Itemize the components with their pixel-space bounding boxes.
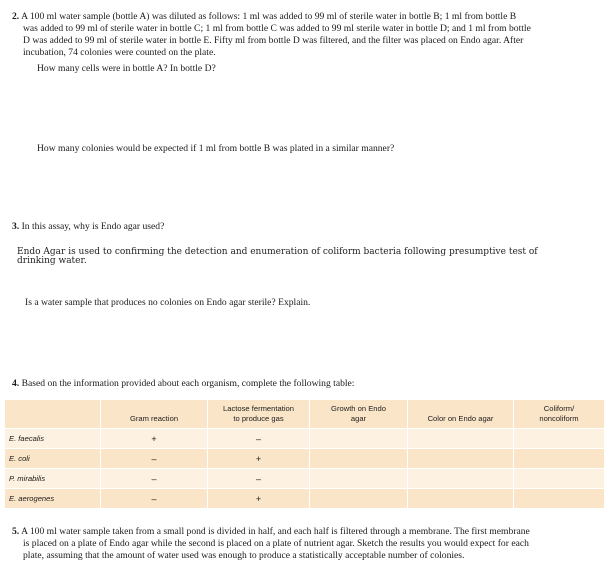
question-5-line-2: is placed on a plate of Endo agar while the second is placed on a plate of nutrient agar. Sketch the results you would expect for each: [23, 538, 529, 549]
growth-cell[interactable]: [310, 449, 408, 469]
question-3-number: 3.: [12, 221, 20, 232]
gram-cell: –: [101, 469, 208, 489]
organism-name: E. coli: [5, 449, 101, 469]
coliform-cell[interactable]: [514, 449, 605, 469]
organism-table: [4, 399, 605, 509]
question-2-line-2: was added to 99 ml of sterile water in bottle C; 1 ml from bottle C was added to 99 ml sterile water in bottle D; and 1 ml from bottle: [23, 23, 531, 34]
question-3-sub: Is a water sample that produces no colonies on Endo agar sterile? Explain.: [25, 297, 311, 308]
table-header-growth-line-1: Growth on Endo: [331, 404, 386, 413]
table-row: [5, 469, 605, 489]
question-2-number: 2.: [12, 11, 20, 22]
table-header-organism: [5, 400, 101, 429]
question-4-text: Based on the information provided about each organism, complete the following table:: [21, 378, 355, 389]
growth-cell[interactable]: [310, 469, 408, 489]
growth-cell[interactable]: [310, 429, 408, 449]
table-header-color-text: Color on Endo agar: [427, 414, 494, 423]
color-cell[interactable]: [408, 489, 514, 509]
table-header-color: [408, 400, 514, 429]
gram-cell: –: [101, 489, 208, 509]
color-cell[interactable]: [408, 429, 514, 449]
gram-cell: +: [101, 429, 208, 449]
question-5-line-1: A 100 ml water sample taken from a small pond is divided in half, and each half is filtered through a membrane. The first membrane: [21, 526, 530, 537]
lactose-cell: +: [208, 489, 310, 509]
table-row: [5, 489, 605, 509]
table-header-lactose-line-2: to produce gas: [233, 414, 284, 423]
table-header-coliform-line-1: Coliform/: [543, 404, 575, 413]
question-2-sub-b: How many colonies would be expected if 1 ml from bottle B was plated in a similar manner?: [37, 143, 395, 154]
question-4-number: 4.: [12, 378, 20, 389]
table-row: [5, 429, 605, 449]
table-header-growth: [310, 400, 408, 429]
question-3: [12, 221, 164, 233]
coliform-cell[interactable]: [514, 429, 605, 449]
growth-cell[interactable]: [310, 489, 408, 509]
table-header-growth-line-2: agar: [350, 414, 367, 423]
question-2-sub-a: How many cells were in bottle A? In bottle D?: [37, 63, 216, 74]
question-2: [12, 11, 602, 23]
gram-cell: –: [101, 449, 208, 469]
lactose-cell: –: [208, 429, 310, 449]
question-2-line-3: D was added to 99 ml of sterile water in bottle E. Fifty ml from bottle D was filtered, and the filter was placed on Endo agar. After: [23, 35, 524, 46]
question-2-line-1: A 100 ml water sample (bottle A) was diluted as follows: 1 ml was added to 99 ml of sterile water in bottle B; 1 ml from bottle B: [21, 11, 517, 22]
table-header-lactose: [208, 400, 310, 429]
question-5-number: 5.: [12, 526, 20, 537]
table-header-coliform: [514, 400, 605, 429]
table-header-gram-text: Gram reaction: [129, 414, 179, 423]
organism-name: P. mirabilis: [5, 469, 101, 489]
question-4: [12, 378, 354, 390]
table-header-gram: [101, 400, 208, 429]
lactose-cell: –: [208, 469, 310, 489]
table-header-coliform-line-2: noncoliform: [539, 414, 579, 423]
coliform-cell[interactable]: [514, 469, 605, 489]
question-5: [12, 526, 530, 538]
organism-name: E. aerogenes: [5, 489, 101, 509]
color-cell[interactable]: [408, 449, 514, 469]
table-row: [5, 449, 605, 469]
question-3-answer-line-2: drinking water.: [17, 256, 87, 266]
lactose-cell: +: [208, 449, 310, 469]
color-cell[interactable]: [408, 469, 514, 489]
coliform-cell[interactable]: [514, 489, 605, 509]
question-3-answer-line-1: Endo Agar is used to confirming the detection and enumeration of coliform bacteria following presumptive test of: [17, 247, 538, 257]
question-5-line-3: plate, assuming that the amount of water used was enough to produce a statistically acceptable number of colonies.: [23, 550, 465, 561]
question-3-text: In this assay, why is Endo agar used?: [21, 221, 165, 232]
question-2-line-4: incubation, 74 colonies were counted on the plate.: [23, 47, 216, 58]
organism-name: E. faecalis: [5, 429, 101, 449]
table-header-lactose-line-1: Lactose fermentation: [223, 404, 294, 413]
table-header-row: [5, 400, 605, 429]
